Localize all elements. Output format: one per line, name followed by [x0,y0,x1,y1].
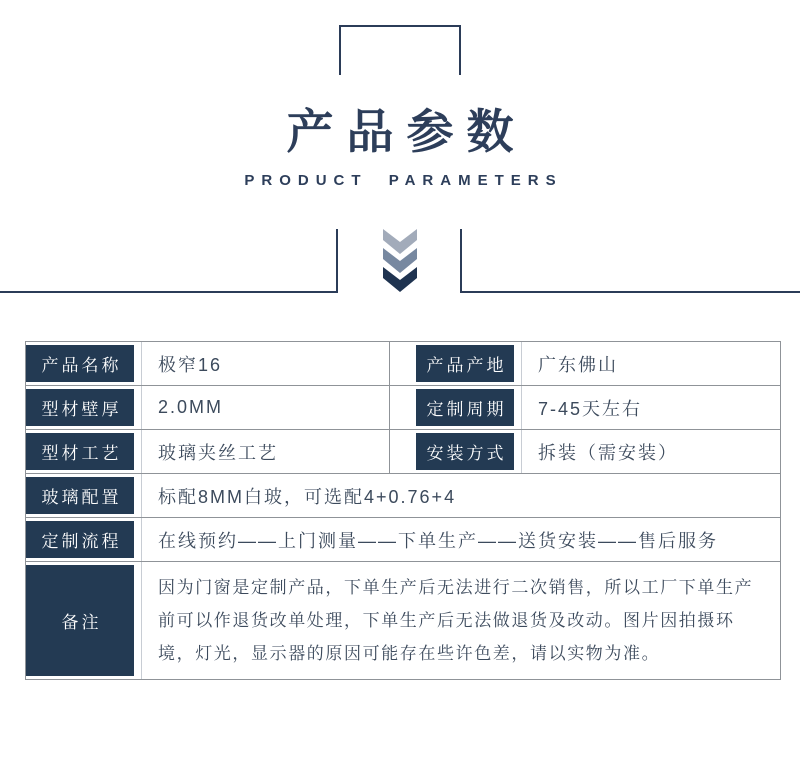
spec-table [25,341,781,680]
product-parameters-section [0,25,800,770]
table-row [26,518,780,562]
table-row [26,386,780,430]
row-value: 因为门窗是定制产品，下单生产后无法进行二次销售，所以工厂下单生产前可以作退货改单处理，下单生产后无法做退货及改动。图片因拍摄环境，灯光，显示器的原因可能存在些许色差，请以实物为准。 [141,562,780,679]
title-bracket-decoration [339,25,461,75]
row-value: 广东佛山 [521,342,780,385]
row-value: 极窄16 [141,342,390,385]
right-corner-line [460,229,800,293]
divider-decoration [0,229,800,295]
row-label: 产品名称 [26,345,134,382]
row-label: 型材壁厚 [26,389,134,426]
row-value: 2.0MM [141,386,390,429]
row-label: 定制流程 [26,521,134,558]
row-value: 拆装（需安装） [521,430,780,473]
row-value: 7-45天左右 [521,386,780,429]
table-row-remark [26,562,780,679]
row-label: 安装方式 [416,433,514,470]
row-label: 定制周期 [416,389,514,426]
row-label: 备注 [26,565,134,676]
row-label: 型材工艺 [26,433,134,470]
left-corner-line [0,229,338,293]
column-gap [390,342,416,385]
row-label: 产品产地 [416,345,514,382]
section-subtitle: PRODUCT PARAMETERS [244,172,563,190]
table-row [26,430,780,474]
row-value: 在线预约——上门测量——下单生产——送货安装——售后服务 [141,518,780,561]
chevron-down-icon [383,229,417,293]
row-value: 玻璃夹丝工艺 [141,430,390,473]
column-gap [390,386,416,429]
table-row [26,342,780,386]
table-row [26,474,780,518]
row-label: 玻璃配置 [26,477,134,514]
row-value: 标配8MM白玻，可选配4+0.76+4 [141,474,780,517]
column-gap [390,430,416,473]
section-title: 产品参数 [286,105,527,158]
